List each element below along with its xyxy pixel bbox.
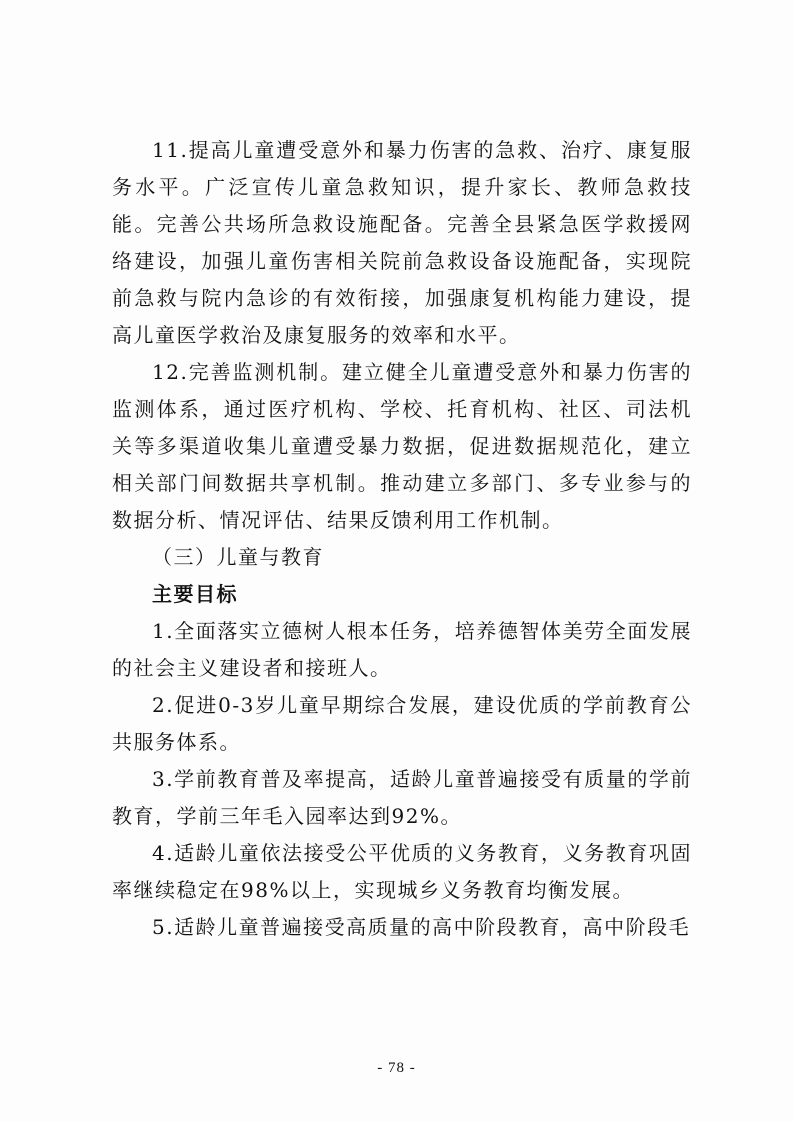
paragraph-11: 11.提高儿童遭受意外和暴力伤害的急救、治疗、康复服务水平。广泛宣传儿童急救知识，提升家长、教师急救技能。完善公共场所急救设施配备。完善全县紧急医学救援网络建设，加强儿童伤害相关院前急救设备设施配备，实现院前急救与院内急诊的有效衔接，加强康复机构能力建设，提高儿童医学救治及康复服务的效率和水平。 [112,138,692,347]
paragraph-12: 12.完善监测机制。建立健全儿童遭受意外和暴力伤害的监测体系，通过医疗机构、学校、托育机构、社区、司法机关等多渠道收集儿童遭受暴力数据，促进数据规范化，建立相关部门间数据共享机制。推动建立多部门、多专业参与的数据分析、情况评估、结果反馈利用工作机制。 [112,360,692,532]
goal-item-1: 1.全面落实立德树人根本任务，培养德智体美劳全面发展的社会主义建设者和接班人。 [112,619,692,680]
section-heading: （三）儿童与教育 [152,545,324,569]
goal-item-5: 5.适龄儿童普遍接受高质量的高中阶段教育，高中阶段毛 [152,915,691,939]
goal-item-4: 4.适龄儿童依法接受公平优质的义务教育，义务教育巩固率继续稳定在98%以上，实现城乡义务教育均衡发展。 [112,841,692,902]
goal-item-2: 2.促进0-3岁儿童早期综合发展，建设优质的学前教育公共服务体系。 [112,693,692,754]
page-number: - 78 - [377,1060,416,1076]
subheading-main-goals: 主要目标 [152,582,238,606]
goal-item-3: 3.学前教育普及率提高，适龄儿童普遍接受有质量的学前教育，学前三年毛入园率达到92%。 [112,767,692,828]
document-body [112,132,692,946]
